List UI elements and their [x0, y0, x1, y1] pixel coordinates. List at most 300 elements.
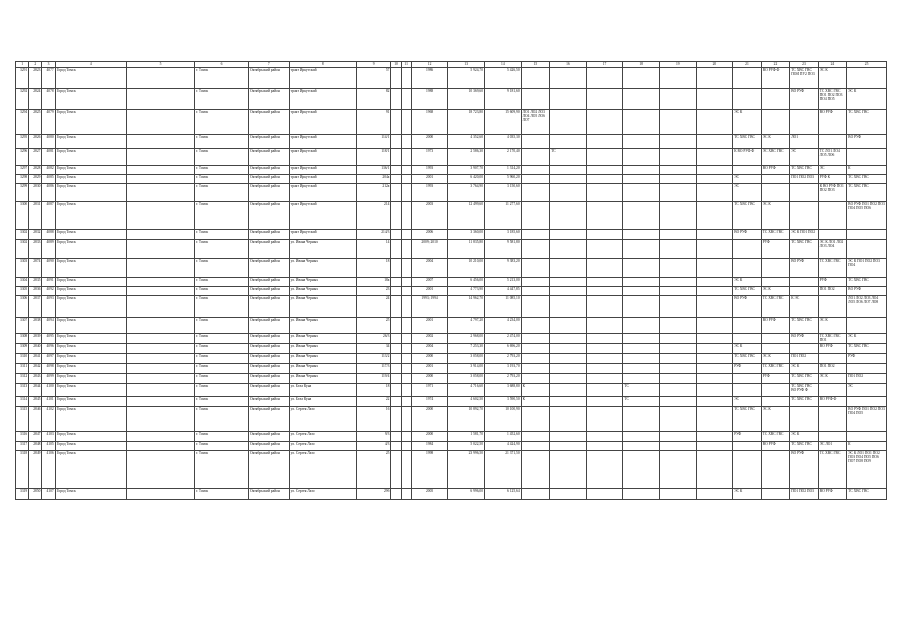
table-cell: [401, 364, 411, 374]
table-cell: [126, 149, 194, 166]
table-row: [16, 318, 887, 334]
table-cell: [586, 344, 623, 354]
table-cell: ВО РУФ: [761, 318, 789, 334]
table-cell: 113/2: [356, 354, 391, 364]
table-cell: ул. Ивана Черных: [289, 240, 356, 259]
table-cell: Октябрьский район: [248, 240, 289, 259]
table-cell: г. Томск: [195, 184, 249, 202]
column-header: 20: [696, 62, 733, 68]
table-cell: ПО1 ПО2 ПО3: [790, 175, 818, 184]
table-cell: [790, 344, 818, 354]
table-cell: 23 996,50: [448, 451, 485, 489]
table-cell: [696, 166, 733, 175]
table-cell: 4092: [42, 287, 55, 296]
table-cell: [391, 442, 401, 451]
table-cell: 2825: [29, 110, 42, 135]
table-cell: [126, 278, 194, 287]
table-row: [16, 384, 887, 397]
table-cell: [391, 68, 401, 89]
column-header: 12: [411, 62, 448, 68]
table-cell: ЭС К ПО1 ПО2 ПО3 ПО4: [847, 259, 887, 278]
table-cell: [586, 334, 623, 344]
table-cell: [659, 135, 696, 149]
table-cell: [586, 432, 623, 442]
table-cell: [521, 334, 549, 344]
table-cell: [659, 489, 696, 500]
table-cell: [623, 364, 660, 374]
table-cell: [586, 135, 623, 149]
table-cell: ТС ХВС ГВС: [847, 184, 887, 202]
table-cell: [401, 384, 411, 397]
table-cell: 1993: [411, 166, 448, 175]
table-cell: 5 960,20: [485, 175, 522, 184]
table-cell: [696, 407, 733, 432]
table-cell: [401, 451, 411, 489]
table-cell: Город Томск: [55, 442, 126, 451]
table-cell: [521, 318, 549, 334]
table-cell: г. Томск: [195, 166, 249, 175]
table-cell: [550, 278, 587, 287]
table-cell: 1998: [411, 451, 448, 489]
table-cell: ТС ХВС ГВС: [847, 110, 887, 135]
table-cell: [623, 296, 660, 318]
table-cell: [733, 166, 761, 175]
table-cell: [696, 240, 733, 259]
table-cell: 25: [356, 451, 391, 489]
table-cell: [521, 296, 549, 318]
table-cell: [550, 68, 587, 89]
table-cell: [818, 296, 846, 318]
table-cell: г. Томск: [195, 344, 249, 354]
table-cell: [761, 334, 789, 344]
table-cell: [733, 318, 761, 334]
table-cell: 2828: [29, 166, 42, 175]
table-cell: ЭС К ЛО1 ЛО2 ЛО3 ЛО4: [818, 240, 846, 259]
table-row: [16, 451, 887, 489]
table-cell: 3311: [16, 364, 29, 374]
table-cell: г. Томск: [195, 296, 249, 318]
table-cell: [847, 68, 887, 89]
table-cell: 23: [356, 287, 391, 296]
column-header: 19: [659, 62, 696, 68]
table-cell: [818, 384, 846, 397]
table-cell: [521, 442, 549, 451]
table-cell: [126, 110, 194, 135]
table-cell: [586, 259, 623, 278]
table-cell: ул. Сергея Лазо: [289, 432, 356, 442]
table-cell: [696, 354, 733, 364]
table-cell: [761, 110, 789, 135]
table-cell: 3 907,70: [448, 166, 485, 175]
table-cell: 3297: [16, 166, 29, 175]
table-cell: 3298: [16, 175, 29, 184]
table-cell: [401, 240, 411, 259]
table-cell: ул. Ивана Черных: [289, 318, 356, 334]
table-cell: Город Томск: [55, 296, 126, 318]
table-cell: [391, 166, 401, 175]
table-cell: [586, 354, 623, 364]
table-cell: [550, 175, 587, 184]
table-cell: 204а: [356, 175, 391, 184]
table-cell: 3313: [16, 384, 29, 397]
table-cell: 3307: [16, 318, 29, 334]
table-cell: [126, 318, 194, 334]
table-cell: [586, 230, 623, 240]
column-header: 2: [29, 62, 42, 68]
table-cell: Город Томск: [55, 230, 126, 240]
table-cell: [623, 334, 660, 344]
table-cell: 18а: [356, 278, 391, 287]
table-cell: г. Томск: [195, 397, 249, 407]
table-cell: 2 474,00: [485, 334, 522, 344]
column-header: 7: [248, 62, 289, 68]
table-cell: 2830: [29, 184, 42, 202]
table-cell: г. Томск: [195, 89, 249, 110]
table-cell: РУФ: [818, 278, 846, 287]
column-header: 25: [847, 62, 887, 68]
table-cell: [623, 149, 660, 166]
table-cell: ул. Ивана Черных: [289, 296, 356, 318]
table-cell: [126, 451, 194, 489]
table-cell: 4101: [42, 397, 55, 407]
table-cell: ВО РУФ ПО1 ПО2 ПО3 ПО4 ПО5 ПО6: [847, 202, 887, 230]
table-cell: 2835: [29, 278, 42, 287]
table-cell: г. Томск: [195, 149, 249, 166]
table-cell: 3 764,90: [448, 184, 485, 202]
table-cell: ул. Сергея Лазо: [289, 407, 356, 432]
table-cell: [401, 230, 411, 240]
table-cell: [586, 68, 623, 89]
table-cell: 12 499,60: [448, 202, 485, 230]
table-cell: [391, 202, 401, 230]
table-cell: 11 277,60: [485, 202, 522, 230]
table-cell: [623, 89, 660, 110]
table-cell: 3302: [16, 240, 29, 259]
table-cell: К: [847, 166, 887, 175]
table-cell: 4091: [42, 278, 55, 287]
table-cell: 4 447,85: [485, 287, 522, 296]
table-cell: [401, 259, 411, 278]
table-cell: [586, 296, 623, 318]
table-cell: ВО РУФ: [847, 135, 887, 149]
table-cell: [586, 166, 623, 175]
table-cell: [623, 374, 660, 384]
table-cell: г. Томск: [195, 68, 249, 89]
table-cell: 1968: [411, 110, 448, 135]
table-cell: 4085: [42, 175, 55, 184]
table-cell: [659, 175, 696, 184]
table-cell: [521, 344, 549, 354]
table-cell: ВО РУФ: [733, 230, 761, 240]
table-cell: ул. Ивана Черных: [289, 278, 356, 287]
table-cell: ВО РУФ: [761, 166, 789, 175]
table-cell: [586, 442, 623, 451]
column-header: 8: [289, 62, 356, 68]
table-cell: Октябрьский район: [248, 397, 289, 407]
table-cell: г. Томск: [195, 407, 249, 432]
table-cell: 1993: [411, 184, 448, 202]
table-cell: [391, 397, 401, 407]
table-cell: ЭС К: [818, 318, 846, 334]
table-cell: 1974: [411, 397, 448, 407]
table-cell: [401, 110, 411, 135]
table-cell: г. Томск: [195, 364, 249, 374]
table-cell: [696, 442, 733, 451]
table-cell: [126, 135, 194, 149]
table-cell: [586, 364, 623, 374]
table-cell: 2874: [29, 259, 42, 278]
table-cell: [761, 384, 789, 397]
table-cell: 26/3: [356, 334, 391, 344]
table-cell: 10 892,70: [448, 407, 485, 432]
table-cell: [818, 202, 846, 230]
table-cell: [391, 184, 401, 202]
table-cell: [623, 184, 660, 202]
table-cell: [659, 432, 696, 442]
table-cell: Октябрьский район: [248, 166, 289, 175]
table-cell: 4 035,30: [485, 135, 522, 149]
table-cell: 2824: [29, 89, 42, 110]
table-cell: [521, 202, 549, 230]
table-cell: [550, 259, 587, 278]
table-cell: ЛО1 ЛО2 ЛО3 ЛО4 ЛО5 ЛО6 ЛО7 ЛО8: [847, 296, 887, 318]
table-cell: Город Томск: [55, 489, 126, 500]
table-cell: 2826: [29, 135, 42, 149]
table-cell: Октябрьский район: [248, 287, 289, 296]
table-cell: [126, 259, 194, 278]
table-cell: [401, 149, 411, 166]
table-cell: [401, 407, 411, 432]
table-cell: ЭС ХВС ГВС: [761, 149, 789, 166]
table-cell: [391, 135, 401, 149]
table-cell: [586, 384, 623, 397]
table-cell: [401, 397, 411, 407]
table-cell: [696, 175, 733, 184]
table-cell: [696, 287, 733, 296]
table-cell: 2850: [29, 489, 42, 500]
table-cell: 2000: [411, 432, 448, 442]
table-cell: [696, 278, 733, 287]
table-cell: ЭС К: [847, 334, 887, 344]
table-cell: ПО1 ПО2: [818, 287, 846, 296]
table-cell: 24: [356, 296, 391, 318]
table-row: [16, 397, 887, 407]
table-cell: Город Томск: [55, 407, 126, 432]
table-cell: ПО1 ПО2: [790, 354, 818, 364]
table-cell: [521, 135, 549, 149]
table-cell: 3 058,00: [448, 354, 485, 364]
table-cell: 91: [356, 110, 391, 135]
table-cell: К ЭС: [790, 296, 818, 318]
table-cell: [696, 296, 733, 318]
table-cell: [550, 374, 587, 384]
table-cell: ТС ХВС ГВС: [733, 135, 761, 149]
table-cell: 3314: [16, 397, 29, 407]
table-cell: [659, 287, 696, 296]
table-cell: 1993; 1994: [411, 296, 448, 318]
table-cell: [521, 68, 549, 89]
column-header: 13: [448, 62, 485, 68]
table-cell: Октябрьский район: [248, 318, 289, 334]
table-cell: 2837: [29, 296, 42, 318]
table-cell: [659, 397, 696, 407]
table-cell: [623, 259, 660, 278]
table-cell: 4099: [42, 374, 55, 384]
table-cell: 3 914,00: [448, 364, 485, 374]
table-cell: 9 181,60: [485, 89, 522, 110]
table-cell: ТС ХВС ГВС: [818, 451, 846, 489]
column-header: 3: [42, 62, 55, 68]
table-cell: [550, 296, 587, 318]
table-cell: [521, 175, 549, 184]
table-cell: Октябрьский район: [248, 296, 289, 318]
table-row: [16, 230, 887, 240]
table-cell: 2839: [29, 334, 42, 344]
table-cell: Город Томск: [55, 240, 126, 259]
table-cell: Город Томск: [55, 344, 126, 354]
table-cell: [696, 397, 733, 407]
table-cell: [733, 89, 761, 110]
table-cell: 4106: [42, 451, 55, 489]
table-cell: [847, 318, 887, 334]
table-cell: РУФ К: [818, 175, 846, 184]
table-cell: [659, 89, 696, 110]
table-cell: [761, 278, 789, 287]
table-cell: [733, 451, 761, 489]
table-cell: тракт Иркутский: [289, 202, 356, 230]
table-cell: [586, 489, 623, 500]
table-row: [16, 442, 887, 451]
table-row: [16, 334, 887, 344]
table-cell: [761, 184, 789, 202]
table-cell: [521, 89, 549, 110]
table-cell: ЭС К ЛО1 ПО1 ПО2 ПО3 ПО4 ПО5 ПО6 ПО7 ПО8 ПО9: [847, 451, 887, 489]
column-header: 1: [16, 62, 29, 68]
table-cell: 4 424,90: [485, 442, 522, 451]
table-cell: [623, 135, 660, 149]
table-cell: ТС ХВС ГВС: [761, 364, 789, 374]
table-cell: [391, 432, 401, 442]
table-cell: [401, 68, 411, 89]
table-cell: [391, 240, 401, 259]
table-cell: [659, 354, 696, 364]
table-cell: [550, 166, 587, 175]
table-cell: г. Томск: [195, 175, 249, 184]
table-row: [16, 374, 887, 384]
table-cell: г. Томск: [195, 135, 249, 149]
table-cell: [696, 230, 733, 240]
table-cell: ТС ХВС ГВС: [790, 442, 818, 451]
table-cell: ВО РУФ Ф: [761, 68, 789, 89]
table-cell: ЭС К: [847, 89, 887, 110]
table-cell: 22: [356, 397, 391, 407]
table-cell: [550, 442, 587, 451]
table-cell: 3303: [16, 259, 29, 278]
table-cell: [623, 166, 660, 175]
table-cell: [126, 166, 194, 175]
table-cell: [391, 175, 401, 184]
table-cell: [761, 175, 789, 184]
table-cell: [659, 407, 696, 432]
table-cell: Город Томск: [55, 451, 126, 489]
table-cell: 9 581,80: [485, 240, 522, 259]
table-cell: 2846: [29, 407, 42, 432]
table-cell: [659, 318, 696, 334]
table-cell: 2849: [29, 451, 42, 489]
table-cell: 57: [356, 68, 391, 89]
table-cell: 4 716,60: [448, 384, 485, 397]
table-cell: [521, 407, 549, 432]
table-cell: Город Томск: [55, 135, 126, 149]
table-cell: тракт Иркутский: [289, 110, 356, 135]
table-cell: [391, 296, 401, 318]
table-cell: 3 193,70: [485, 364, 522, 374]
table-cell: г. Томск: [195, 451, 249, 489]
table-cell: [521, 451, 549, 489]
table-cell: [586, 149, 623, 166]
table-cell: [401, 489, 411, 500]
table-cell: Город Томск: [55, 110, 126, 135]
table-cell: [126, 68, 194, 89]
table-cell: ЭС К: [733, 344, 761, 354]
table-cell: ЛО1: [790, 135, 818, 149]
table-cell: 3310: [16, 354, 29, 364]
table-cell: г. Томск: [195, 230, 249, 240]
table-cell: ТС ХВС ГВС ПО1: [818, 334, 846, 344]
table-cell: 6 125,64: [485, 489, 522, 500]
table-cell: ЭС К: [733, 278, 761, 287]
table-cell: [550, 89, 587, 110]
table-cell: [818, 230, 846, 240]
table-cell: 4105: [42, 442, 55, 451]
table-cell: 4089: [42, 240, 55, 259]
table-cell: [391, 259, 401, 278]
table-cell: г. Томск: [195, 374, 249, 384]
table-cell: 3 360,00: [448, 230, 485, 240]
table-cell: Город Томск: [55, 374, 126, 384]
table-cell: [401, 442, 411, 451]
table-cell: [586, 110, 623, 135]
table-cell: РУФ: [761, 240, 789, 259]
table-cell: [659, 334, 696, 344]
table-cell: тракт Иркутский: [289, 166, 356, 175]
table-cell: 214/3: [356, 230, 391, 240]
table-cell: [586, 240, 623, 259]
table-cell: 2002: [411, 334, 448, 344]
table-cell: 4098: [42, 364, 55, 374]
table-cell: [696, 489, 733, 500]
table-cell: [623, 240, 660, 259]
table-cell: 6 996,00: [448, 489, 485, 500]
table-cell: [696, 374, 733, 384]
column-header: 18: [623, 62, 660, 68]
table-cell: 15 609,90: [485, 110, 522, 135]
table-cell: тракт Иркутский: [289, 68, 356, 89]
table-row: [16, 110, 887, 135]
table-cell: [623, 442, 660, 451]
table-cell: ВО РУФ: [790, 334, 818, 344]
table-cell: [550, 364, 587, 374]
table-cell: [521, 364, 549, 374]
table-cell: [126, 344, 194, 354]
table-cell: [623, 287, 660, 296]
table-cell: Октябрьский район: [248, 110, 289, 135]
table-cell: [401, 318, 411, 334]
table-cell: [696, 451, 733, 489]
table-cell: Город Томск: [55, 202, 126, 230]
table-cell: ПО1 ПО2 ПО3: [790, 489, 818, 500]
table-cell: [391, 374, 401, 384]
